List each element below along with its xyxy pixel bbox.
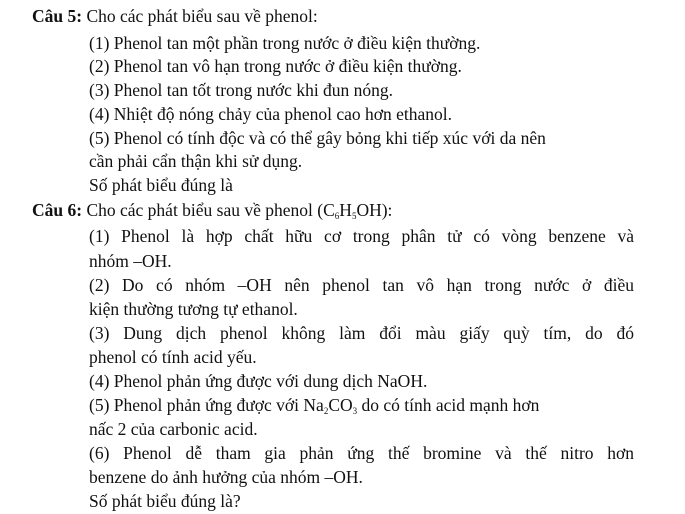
q6-formula-h: H: [339, 200, 352, 220]
q6-item-5-line1: [89, 394, 539, 416]
q6-question: Số phát biểu đúng là?: [89, 491, 241, 511]
q5-item-2: (2) Phenol tan vô hạn trong nước ở điều kiện thường.: [89, 56, 462, 76]
q6-title: Câu 6:: [32, 200, 83, 220]
q6-item-3-line2: phenol có tính acid yếu.: [89, 347, 257, 367]
q6-item-5-line2: nấc 2 của carbonic acid.: [89, 419, 258, 439]
q5-intro: Cho các phát biểu sau về phenol:: [82, 6, 318, 26]
q6-item-5-sub1: 2: [323, 406, 329, 416]
q6-item-1-line2: nhóm –OH.: [89, 251, 172, 271]
q6-item-5-sub2: 3: [352, 406, 358, 416]
q6-item-5-before: (5) Phenol phản ứng được với Na: [89, 395, 324, 415]
q6-item-2-line2: kiện thường tương tự ethanol.: [89, 299, 298, 319]
q6-item-3-line1: (3) Dung dịch phenol không làm đổi màu giấy quỳ tím, do đó: [89, 323, 634, 343]
q5-item-5-line1: (5) Phenol có tính độc và có thể gây bỏng khi tiếp xúc với da nên: [89, 128, 546, 148]
q6-item-1-line1: (1) Phenol là hợp chất hữu cơ trong phân tử có vòng benzene và: [89, 226, 634, 246]
q5-item-4: (4) Nhiệt độ nóng chảy của phenol cao hơn ethanol.: [89, 104, 453, 124]
q6-item-4: (4) Phenol phản ứng được với dung dịch NaOH.: [89, 371, 428, 391]
q6-formula-sub2: 5: [351, 211, 357, 221]
q5-item-3: (3) Phenol tan tốt trong nước khi đun nóng.: [89, 80, 394, 100]
q6-item-5-after: do có tính acid mạnh hơn: [357, 395, 540, 415]
q6-heading: [32, 199, 392, 221]
q6-intro-after: OH):: [356, 200, 393, 220]
q6-item-6-line1: (6) Phenol dễ tham gia phản ứng thế bromine và thế nitro hơn: [89, 443, 634, 463]
q6-item-2-line1: (2) Do có nhóm –OH nên phenol tan vô hạn trong nước ở điều: [89, 275, 634, 295]
q5-item-1: (1) Phenol tan một phần trong nước ở điều kiện thường.: [89, 33, 481, 53]
q6-intro-before: Cho các phát biểu sau về phenol (C: [82, 200, 335, 220]
q6-formula-sub1: 6: [334, 211, 340, 221]
q5-question: Số phát biểu đúng là: [89, 175, 233, 195]
q6-item-5-co: CO: [328, 395, 353, 415]
q5-heading: [32, 5, 318, 27]
q6-item-6-line2: benzene do ảnh hưởng của nhóm –OH.: [89, 467, 363, 487]
q5-item-5-line2: cần phải cẩn thận khi sử dụng.: [89, 151, 303, 171]
q5-title: Câu 5:: [32, 6, 83, 26]
